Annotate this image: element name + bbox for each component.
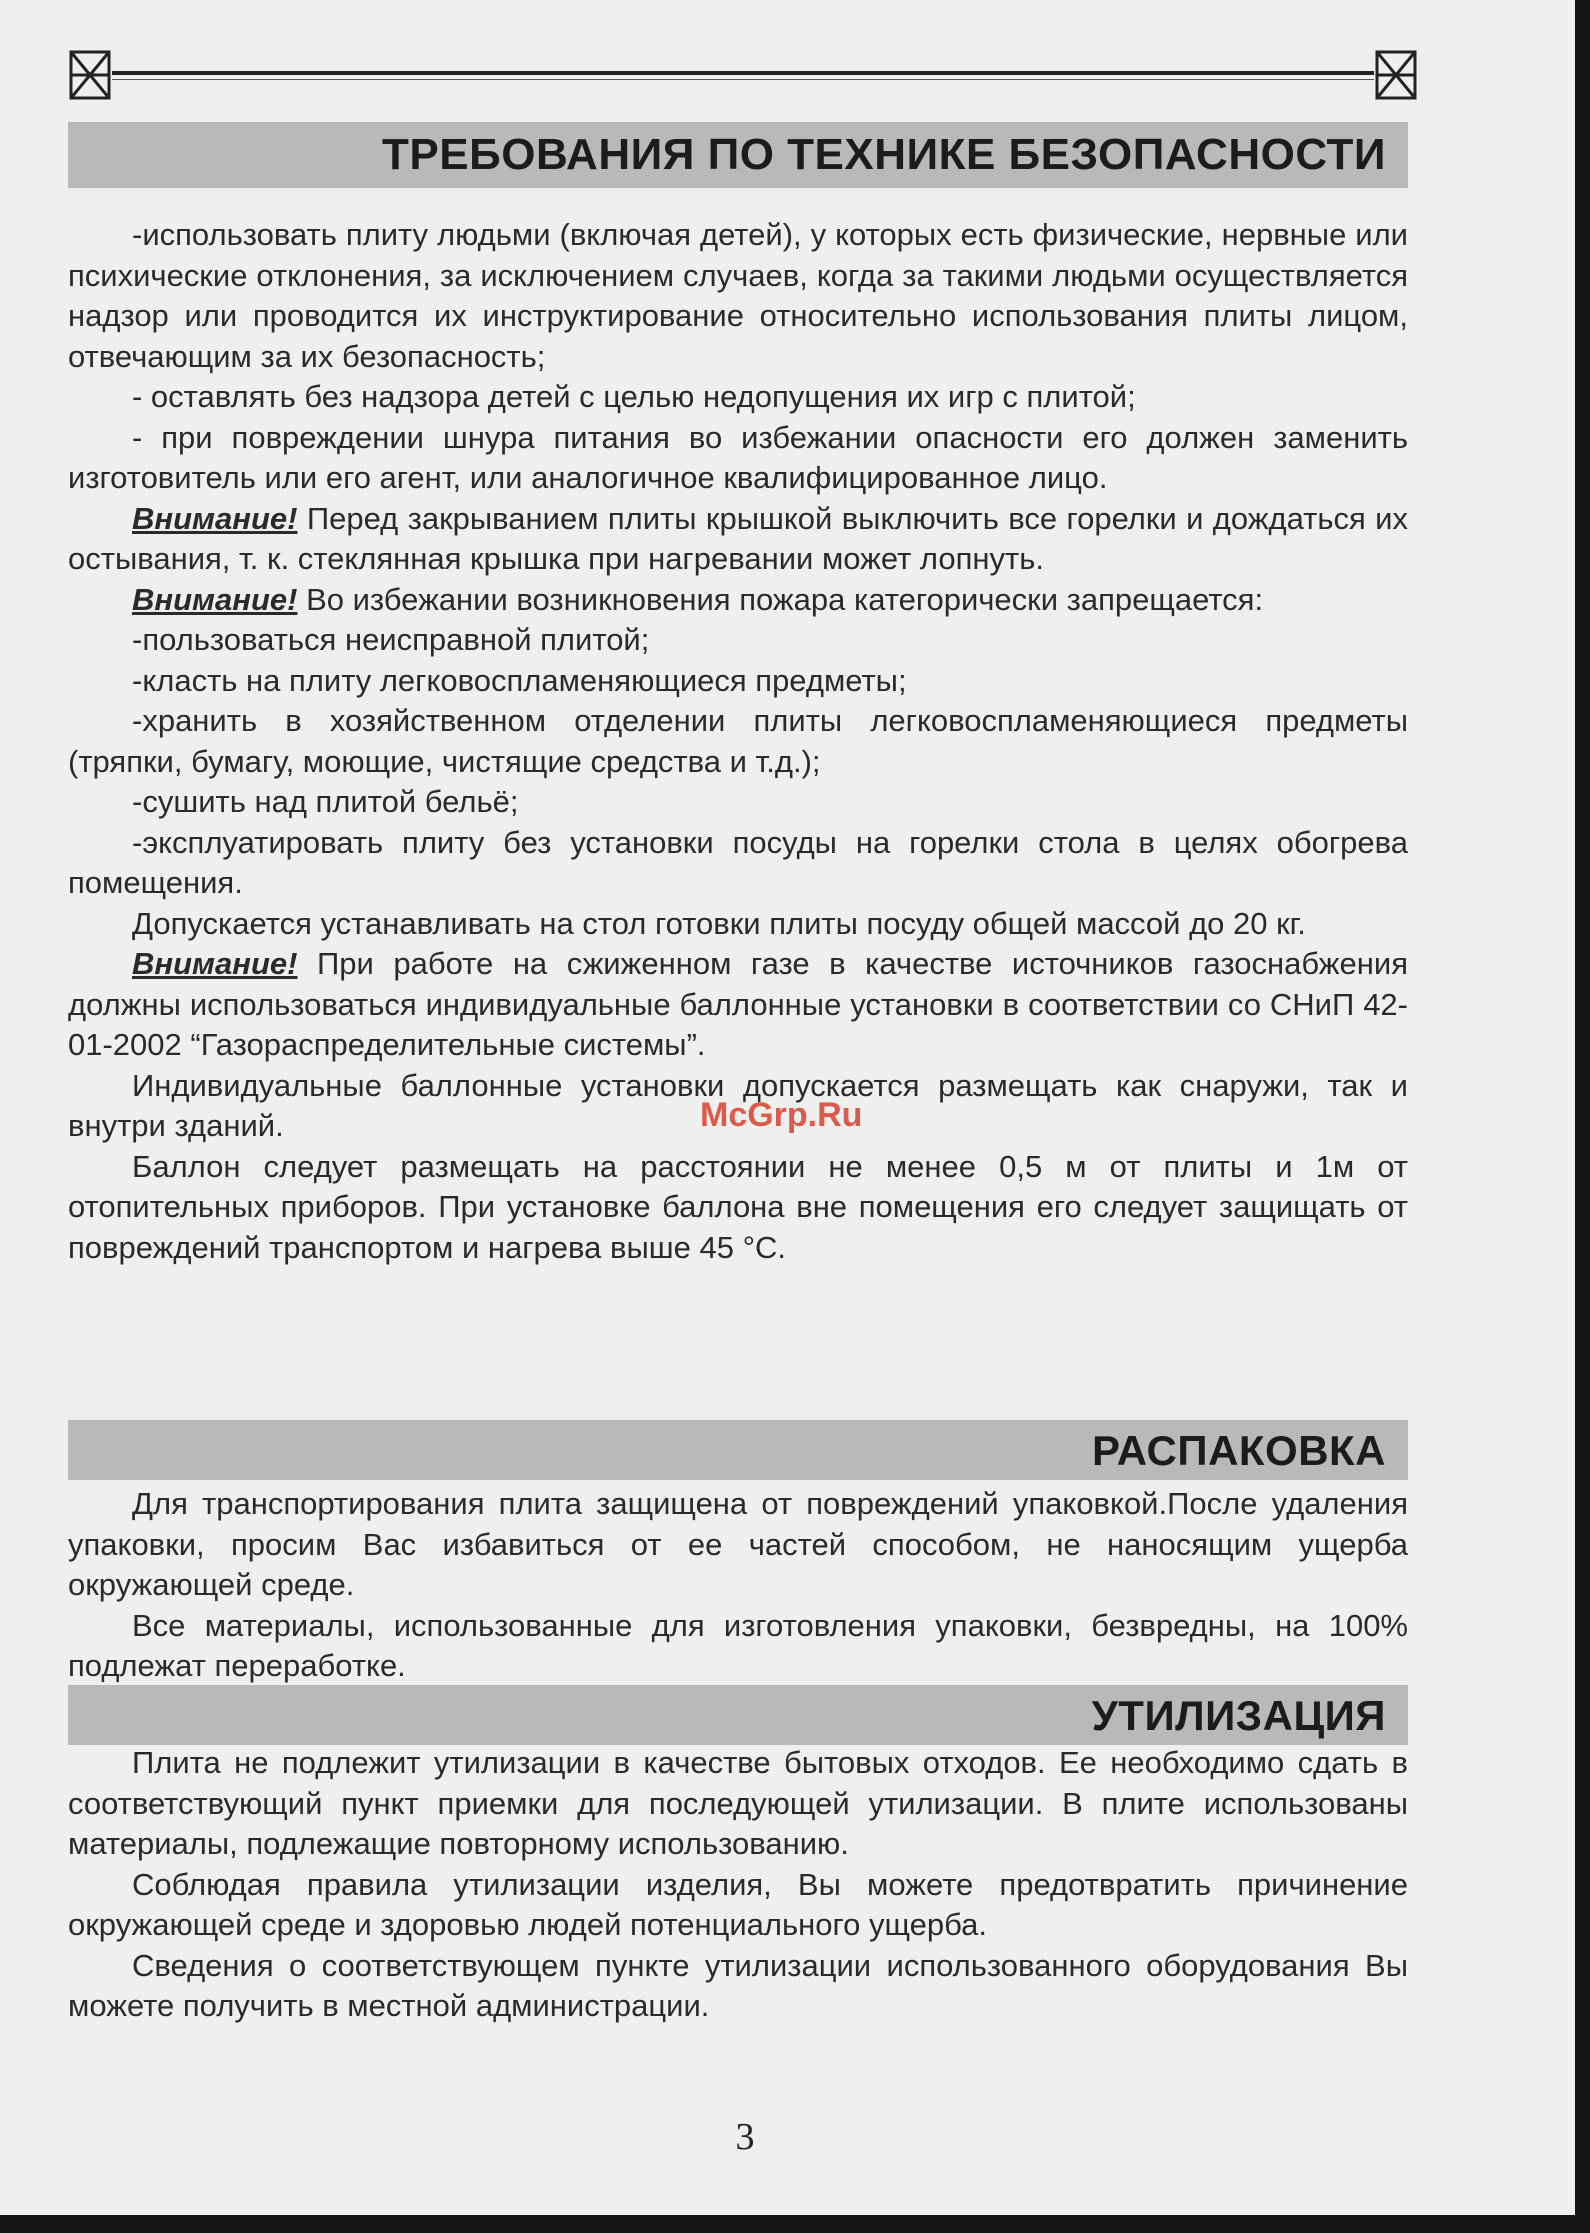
paragraph: Для транспортирования плита защищена от повреждений упаковкой.После удаления упаковки, просим Вас избавиться от ее частей способом, не наносящим ущерба окружающей среде. (68, 1486, 1408, 1602)
list-item: -хранить в хозяйственном отделении плиты легковоспламеняющиеся предметы (тряпки, бумагу, моющие, чистящие средства и т.д.); (68, 703, 1408, 779)
unpacking-section (68, 1484, 1408, 1687)
ornament-rule (112, 71, 1374, 75)
list-item: -эксплуатировать плиту без установки посуды на горелки стола в целях обогрева помещения. (68, 824, 1408, 900)
warning-label: Внимание! (132, 581, 298, 617)
ornament-right-icon (1374, 49, 1418, 101)
paragraph-warning (68, 580, 1408, 621)
top-ornament (68, 45, 1418, 105)
warning-text: Перед закрыванием плиты крышкой выключить все горелки и дождаться их остывания, т. к. стеклянная крышка при нагревании может лопнуть. (68, 500, 1408, 576)
warning-label: Внимание! (132, 500, 298, 536)
warning-text: Во избежании возникновения пожара категорически запрещается: (297, 581, 1264, 617)
paragraph: Все материалы, использованные для изготовления упаковки, безвредны, на 100% подлежат переработке. (68, 1607, 1408, 1683)
warning-text: При работе на сжиженном газе в качестве источников газоснабжения должны использоваться индивидуальные баллонные установки в соответствии со СНиП 42-01-2002 “Газораспределительные системы”. (68, 946, 1408, 1062)
section-title-safety: ТРЕБОВАНИЯ ПО ТЕХНИКЕ БЕЗОПАСНОСТИ (68, 122, 1408, 188)
paragraph-warning (68, 944, 1408, 1066)
scan-edge-bottom (0, 2215, 1590, 2233)
paragraph: Индивидуальные баллонные установки допускается размещать как снаружи, так и внутри зданий. (68, 1067, 1408, 1143)
paragraph: - при повреждении шнура питания во избежании опасности его должен заменить изготовитель или его агент, или аналогичное квалифицированное лицо. (68, 419, 1408, 495)
ornament-left-icon (68, 49, 112, 101)
section-title-unpacking: РАСПАКОВКА (68, 1420, 1408, 1480)
paragraph: Допускается устанавливать на стол готовки плиты посуду общей массой до 20 кг. (132, 905, 1306, 941)
paragraph: Баллон следует размещать на расстоянии не менее 0,5 м от плиты и 1м от отопительных приборов. При установке баллона вне помещения его следует защищать от повреждений транспортом и нагрева выше 45 °С. (68, 1148, 1408, 1265)
list-item: -класть на плиту легковоспламеняющиеся предметы; (132, 662, 907, 698)
paragraph: Сведения о соответствующем пункте утилизации использованного оборудования Вы можете получить в местной администрации. (68, 1947, 1408, 2023)
section-title-disposal: УТИЛИЗАЦИЯ (68, 1685, 1408, 1745)
paragraph: Соблюдая правила утилизации изделия, Вы можете предотвратить причинение окружающей среде и здоровью людей потенциального ущерба. (68, 1866, 1408, 1942)
paragraph: Плита не подлежит утилизации в качестве бытовых отходов. Ее необходимо сдать в соответствующий пункт приемки для последующей утилизации. В плите использованы материалы, подлежащие повторному использованию. (68, 1745, 1408, 1861)
disposal-section (68, 1743, 1408, 2027)
list-item: -сушить над плитой бельё; (132, 784, 519, 819)
paragraph-warning (68, 499, 1408, 580)
scan-edge-right (1575, 0, 1590, 2233)
list-item: -пользоваться неисправной плитой; (132, 622, 650, 657)
warning-label: Внимание! (132, 946, 298, 981)
paragraph: -использовать плиту людьми (включая детей), у которых есть физические, нервные или психические отклонения, за исключением случаев, когда за такими людьми осуществляется надзор или проводится их инструктирование относительно использования плиты лицом, отвечающим за их безопасность; (68, 217, 1408, 374)
paragraph: - оставлять без надзора детей с целью недопущения их игр с плитой; (132, 379, 1136, 414)
page-number: 3 (735, 2116, 755, 2158)
ornament-rule-thin (112, 79, 1374, 80)
watermark: McGrp.Ru (700, 1096, 863, 1134)
